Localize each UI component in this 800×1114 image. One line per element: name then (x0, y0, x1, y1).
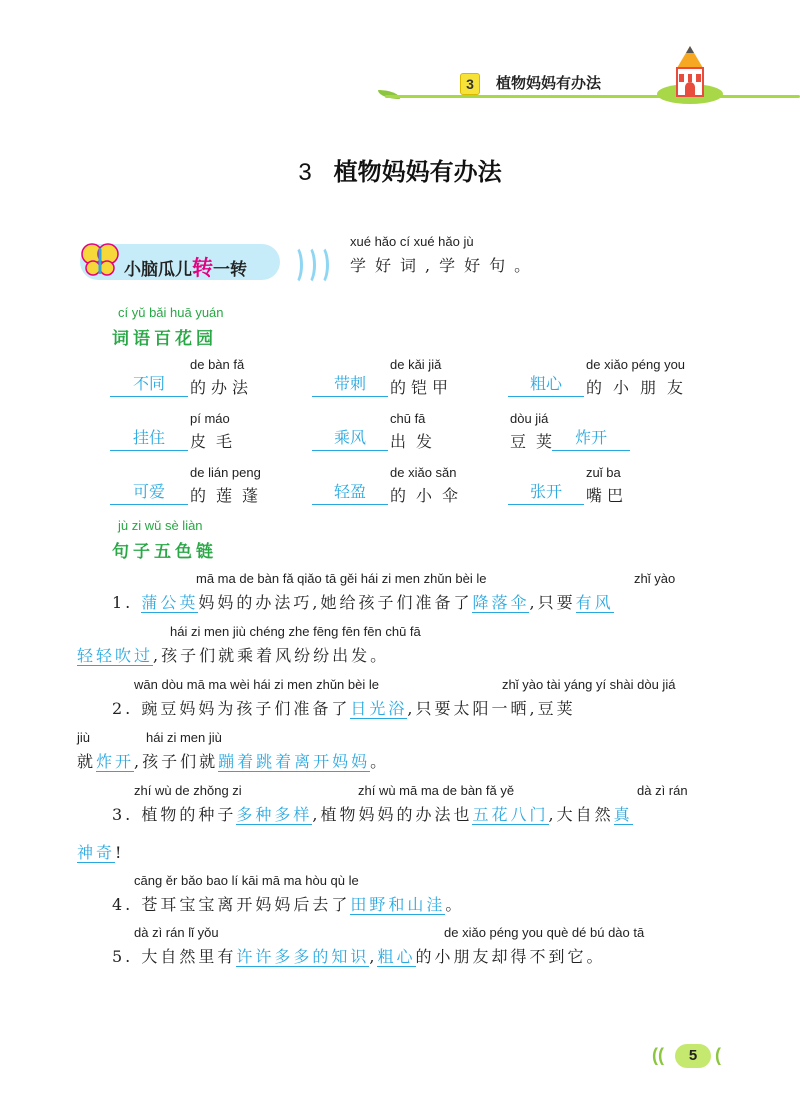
sentence-pinyin: hái zi men jiù chéng zhe fēng fēn fēn chū fā (170, 624, 421, 639)
badge-text (124, 252, 247, 282)
intro-text: 学好词,学好句。 (350, 256, 540, 275)
sentence-text: 豌豆妈妈为孩子们准备了 (141, 699, 351, 718)
word-text: 豆荚 (510, 432, 563, 451)
word-text: 的小朋友 (586, 378, 695, 397)
word-pinyin: zuǐ ba (586, 465, 621, 480)
word-text: 的办法 (190, 378, 254, 397)
badge-text-post: 一转 (213, 260, 247, 279)
page-number-decoration: (( (652, 1045, 664, 1065)
word-text: 的莲蓬 (190, 486, 269, 505)
pencil-house-icon (655, 44, 725, 106)
intro-pinyin: xué hǎo cí xué hǎo jù (350, 234, 474, 249)
sentence-pinyin: cāng ěr bǎo bao lí kāi mā ma hòu qù le (134, 873, 359, 888)
badge-highlight: 转 (192, 257, 213, 280)
sentence-4 (112, 892, 464, 915)
sentence-pinyin: de xiǎo péng you què dé bú dào tā (444, 925, 645, 940)
word-answer: 不同 (110, 374, 188, 397)
sentence-2-cont (77, 749, 389, 772)
section1-title: 词语百花园 (112, 329, 217, 348)
word-answer: 乘风 (312, 428, 388, 451)
sentence-answer: 轻轻吹过 (77, 646, 154, 665)
word-text: 的铠甲 (390, 378, 454, 397)
header-lesson-title: 植物妈妈有办法 (496, 75, 602, 92)
sentence-text: 的小朋友却得不到它。 (415, 947, 606, 966)
word-pinyin: chū fā (390, 411, 426, 426)
sentence-answer: 真 (613, 805, 633, 824)
word-answer: 张开 (508, 482, 584, 505)
word-answer: 可爱 (110, 482, 188, 505)
sentence-text: ,植物妈妈的办法也 (312, 805, 473, 824)
sentence-number: 4. (112, 895, 134, 914)
section2-pinyin: jù zi wǔ sè liàn (118, 518, 203, 533)
section2-title: 句子五色链 (112, 542, 217, 561)
sentence-text: 植物的种子 (141, 805, 237, 824)
page-title (0, 152, 800, 187)
sentence-text: ,大自然 (548, 805, 614, 824)
word-pinyin: de bàn fǎ (190, 357, 245, 372)
sentence-text: 就 (77, 752, 97, 771)
word-text: 出发 (390, 432, 443, 451)
sentence-answer: 多种多样 (236, 805, 313, 824)
sentence-answer: 神奇 (77, 843, 116, 862)
sentence-answer: 有风 (575, 593, 614, 612)
word-answer: 粗心 (508, 374, 584, 397)
sentence-text: 妈妈的办法巧,她给孩子们准备了 (198, 593, 473, 612)
sentence-text: 。 (445, 895, 465, 914)
sentence-3-cont (77, 840, 124, 863)
word-answer: 带刺 (312, 374, 388, 397)
sentence-5 (112, 944, 606, 967)
page-number: 5 (675, 1044, 711, 1068)
sentence-1 (112, 590, 614, 613)
word-text: 的小伞 (390, 486, 469, 505)
sentence-text: ,孩子们就 (134, 752, 219, 771)
title-text: 植物妈妈有办法 (333, 159, 502, 186)
sentence-answer: 粗心 (377, 947, 416, 966)
sentence-pinyin: hái zi men jiù (146, 730, 222, 745)
word-answer: 挂住 (110, 428, 188, 451)
sentence-text: ,孩子们就乘着风纷纷出发。 (153, 646, 390, 665)
sentence-text: ! (115, 843, 125, 862)
butterfly-icon (80, 240, 120, 280)
sentence-pinyin: zhí wù mā ma de bàn fǎ yě (358, 783, 515, 798)
sentence-2 (112, 696, 576, 719)
sentence-text: 。 (370, 752, 390, 771)
sentence-pinyin: mā ma de bàn fǎ qiǎo tā gěi hái zi men zhǔn bèi le (196, 571, 487, 586)
sentence-text: ,只要太阳一晒,豆荚 (407, 699, 576, 718)
word-answer: 轻盈 (312, 482, 388, 505)
word-answer: 炸开 (552, 428, 630, 451)
sentence-number: 1. (112, 593, 134, 612)
sentence-answer: 许许多多的知识 (236, 947, 370, 966)
section1-pinyin: cí yǔ bǎi huā yuán (118, 305, 224, 320)
sentence-pinyin: zhǐ yào (634, 571, 676, 586)
sentence-pinyin: wān dòu mā ma wèi hái zi men zhǔn bèi le (134, 677, 379, 692)
header-line (385, 95, 800, 98)
sentence-pinyin: zhí wù de zhǒng zi (134, 783, 242, 798)
word-pinyin: de xiǎo péng you (586, 357, 686, 372)
word-pinyin: de lián peng (190, 465, 261, 480)
sentence-pinyin: dà zì rán lǐ yǒu (134, 925, 219, 940)
sentence-answer: 炸开 (96, 752, 135, 771)
badge-arc (312, 245, 329, 285)
title-number: 3 (298, 159, 312, 186)
sentence-text: 大自然里有 (141, 947, 237, 966)
word-pinyin: pí máo (190, 411, 230, 426)
sentence-answer: 蒲公英 (141, 593, 199, 612)
sentence-answer: 降落伞 (472, 593, 530, 612)
sentence-pinyin: zhǐ yào tài yáng yí shài dòu jiá (502, 677, 676, 692)
sentence-3 (112, 802, 633, 825)
word-text: 皮毛 (190, 432, 243, 451)
word-pinyin: de kǎi jiǎ (390, 357, 442, 372)
word-pinyin: de xiǎo sǎn (390, 465, 457, 480)
sentence-number: 2. (112, 699, 134, 718)
sentence-answer: 蹦着跳着离开妈妈 (218, 752, 371, 771)
sentence-number: 5. (112, 947, 134, 966)
sentence-pinyin: jiù (77, 730, 91, 745)
page-number-decoration: ( (715, 1045, 721, 1065)
sentence-answer: 五花八门 (472, 805, 549, 824)
sentence-number: 3. (112, 805, 134, 824)
sentence-pinyin: dà zì rán (637, 783, 688, 798)
sentence-1-cont (77, 643, 389, 666)
badge-text-pre: 小脑瓜儿 (124, 260, 192, 279)
sentence-text: , (369, 947, 378, 966)
sentence-answer: 日光浴 (350, 699, 408, 718)
sentence-text: ,只要 (529, 593, 576, 612)
sentence-text: 苍耳宝宝离开妈妈后去了 (141, 895, 351, 914)
lesson-number-badge: 3 (460, 73, 480, 95)
word-text: 嘴巴 (586, 486, 629, 505)
word-pinyin: dòu jiá (510, 411, 549, 426)
sentence-answer: 田野和山洼 (350, 895, 446, 914)
